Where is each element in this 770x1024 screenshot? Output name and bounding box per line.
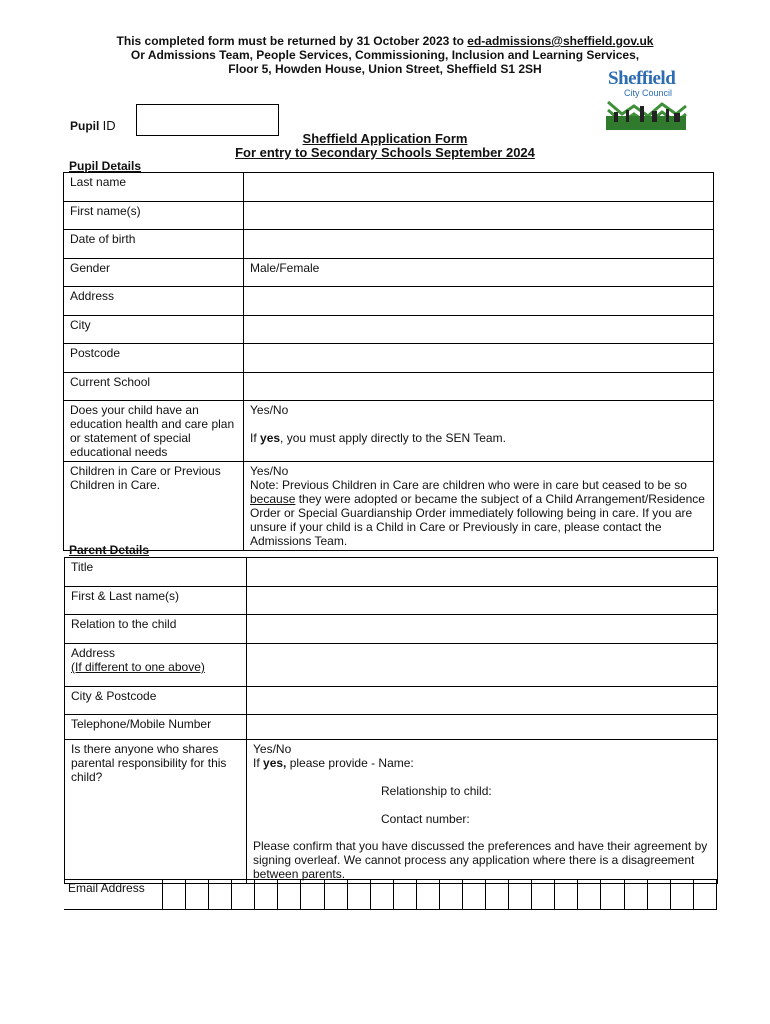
admissions-email-link[interactable]: ed-admissions@sheffield.gov.uk [467,34,654,48]
table-row [64,373,714,401]
parent-names-label: First & Last name(s) [65,587,247,615]
pupil-details-table [63,172,714,551]
relation-field[interactable] [247,615,718,644]
email-character-box[interactable] [277,880,300,909]
parent-details-table [64,557,718,884]
logo-subtitle: City Council [624,88,673,98]
return-instructions [0,34,770,48]
email-character-box[interactable] [693,880,717,909]
email-character-box[interactable] [554,880,577,909]
ehc-plan-field[interactable] [244,401,714,462]
city-postcode-label: City & Postcode [65,687,247,715]
relationship-to-child-label: Relationship to child: [381,784,492,798]
parent-address-label [65,644,247,687]
address-label: Address [64,287,244,316]
city-postcode-field[interactable] [247,687,718,715]
parent-address-text: Address [71,646,116,660]
pupil-id-label-suffix: ID [102,118,116,133]
email-character-box[interactable] [439,880,462,909]
table-row [65,715,718,740]
parent-title-field[interactable] [247,558,718,587]
pupil-id-label-text: Pupil [70,119,103,133]
email-character-box[interactable] [531,880,554,909]
table-row [64,344,714,373]
cic-note [250,478,707,548]
ehc-note-yes: yes [260,431,281,445]
postcode-field[interactable] [244,344,714,373]
city-field[interactable] [244,316,714,344]
email-character-box[interactable] [208,880,231,909]
table-row [65,615,718,644]
parent-address-field[interactable] [247,644,718,687]
email-character-box[interactable] [416,880,439,909]
table-row [65,687,718,715]
dob-field[interactable] [244,230,714,259]
table-row [65,558,718,587]
email-character-box[interactable] [624,880,647,909]
ehc-yes-no: Yes/No [250,403,289,417]
email-character-box[interactable] [231,880,254,909]
phone-field[interactable] [247,715,718,740]
table-row [65,740,718,884]
gender-field[interactable]: Male/Female [244,259,714,287]
table-row [64,173,714,202]
cic-note-part2: they were adopted or became the subject of a Child Arrangement/Residence Order or Special Guardianship Order immediately following being in care. If you are unsure if your child is a Child in Care or Previously in care, please contact the Admissions Team. [250,492,705,548]
postcode-label: Postcode [64,344,244,373]
first-names-field[interactable] [244,202,714,230]
table-row [64,287,714,316]
ehc-plan-question: Does your child have an education health and care plan or statement of special educational needs [64,401,244,462]
email-character-box[interactable] [600,880,623,909]
return-deadline-text: This completed form must be returned by 31 October 2023 to [116,34,468,48]
email-character-box[interactable] [185,880,208,909]
ehc-note [250,431,707,445]
cic-note-because: because [250,492,296,506]
shared-if-suffix: please provide - Name: [286,756,414,770]
shared-responsibility-field[interactable] [247,740,718,884]
children-in-care-question: Children in Care or Previous Children in Care. [64,462,244,551]
table-row [64,230,714,259]
gender-label: Gender [64,259,244,287]
phone-label: Telephone/Mobile Number [65,715,247,740]
email-character-box[interactable] [462,880,485,909]
current-school-field[interactable] [244,373,714,401]
city-label: City [64,316,244,344]
last-name-label: Last name [64,173,244,202]
form-title: Sheffield Application Form [302,131,468,146]
email-character-box[interactable] [393,880,416,909]
ehc-note-suffix: , you must apply directly to the SEN Team. [280,431,506,445]
email-character-box[interactable] [485,880,508,909]
children-in-care-field[interactable] [244,462,714,551]
table-row [64,462,714,551]
shared-if-prefix: If [253,756,264,770]
email-character-box[interactable] [670,880,693,909]
email-character-box[interactable] [370,880,393,909]
dob-label: Date of birth [64,230,244,259]
confirm-agreement-note: Please confirm that you have discussed the preferences and have their agreement by signing overleaf. We cannot process any application where there is a disagreement between parents. [253,839,708,881]
shared-if-yes-bold: yes, [263,756,287,770]
postal-address-line2: Floor 5, Howden House, Union Street, Sheffield S1 2SH [228,62,542,76]
relation-label: Relation to the child [65,615,247,644]
email-character-box[interactable] [508,880,531,909]
table-row [64,401,714,462]
shared-yes-no: Yes/No [253,742,292,756]
logo-wordmark: Sheffield [608,68,676,89]
parent-address-note: (If different to one above) [71,660,205,674]
contact-number-label: Contact number: [381,812,470,826]
table-row [65,644,718,687]
email-character-box[interactable] [300,880,323,909]
cic-note-part1: Note: Previous Children in Care are children who were in care but ceased to be so [250,478,687,492]
parent-title-label: Title [65,558,247,587]
city-skyline-icon [604,96,688,132]
cic-yes-no: Yes/No [250,464,289,478]
email-character-boxes [162,880,717,909]
current-school-label: Current School [64,373,244,401]
ehc-note-prefix: If [250,431,261,445]
table-row [64,316,714,344]
postal-address-line1: Or Admissions Team, People Services, Commissioning, Inclusion and Learning Services, [130,48,640,62]
address-field[interactable] [244,287,714,316]
email-character-box[interactable] [347,880,370,909]
form-subtitle: For entry to Secondary Schools September 2024 [235,145,535,160]
email-character-box[interactable] [324,880,347,909]
shared-if-yes [253,756,711,770]
table-row [64,202,714,230]
first-names-label: First name(s) [64,202,244,230]
email-address-row [64,879,717,910]
table-row [64,259,714,287]
email-character-box[interactable] [162,880,185,909]
table-row [65,587,718,615]
shared-responsibility-question: Is there anyone who shares parental responsibility for this child? [65,740,247,884]
email-character-box[interactable] [254,880,277,909]
parent-details-heading: Parent Details [69,543,150,557]
email-address-label: Email Address [68,881,145,895]
sheffield-city-council-logo [604,70,688,132]
email-character-box[interactable] [577,880,600,909]
parent-names-field[interactable] [247,587,718,615]
pupil-details-heading: Pupil Details [69,159,142,173]
email-character-box[interactable] [647,880,670,909]
last-name-field[interactable] [244,173,714,202]
